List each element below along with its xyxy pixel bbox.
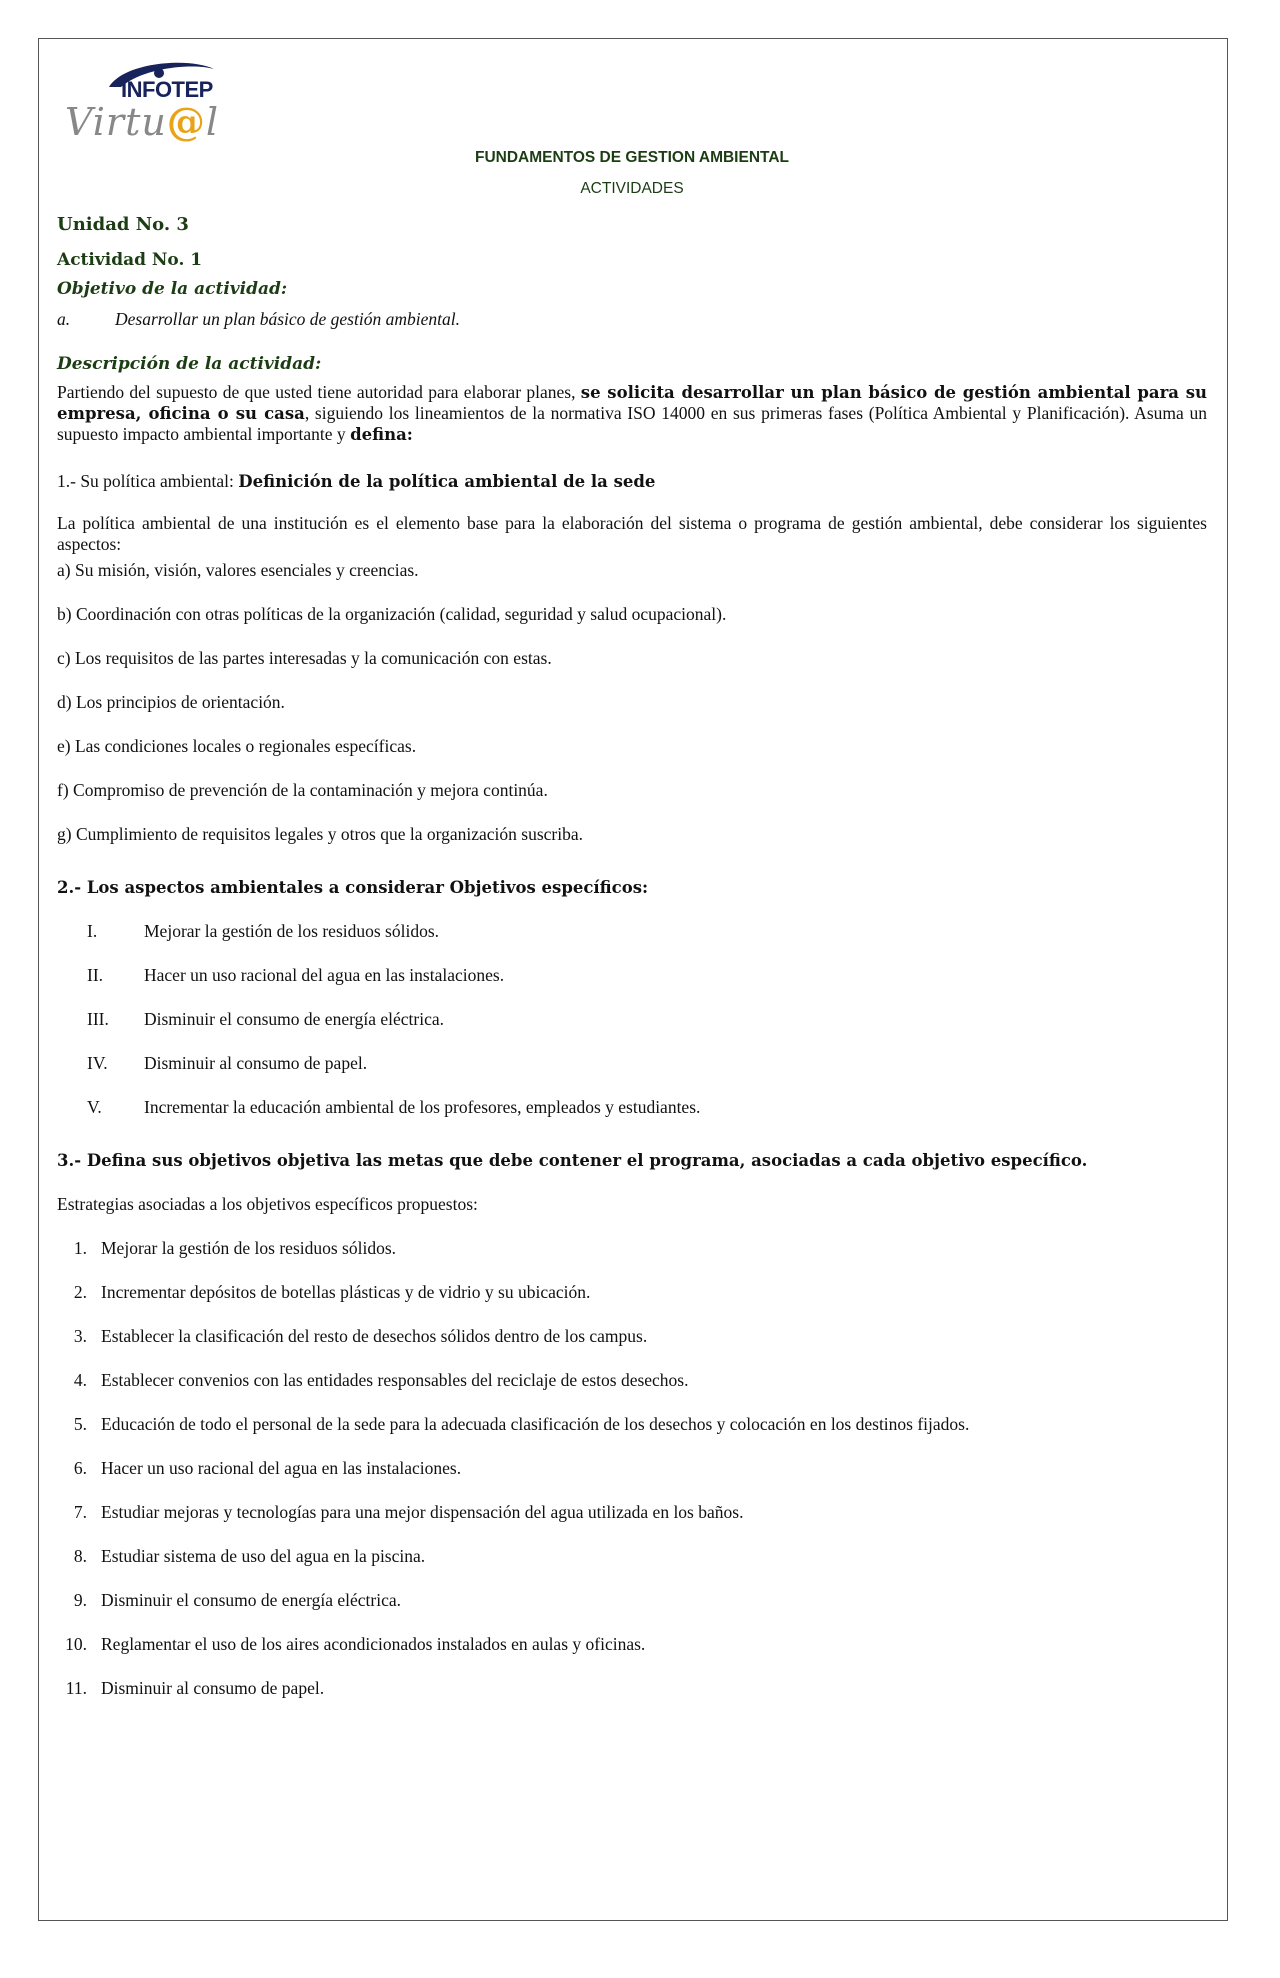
section3-intro: Estrategias asociadas a los objetivos específicos propuestos: <box>57 1194 478 1214</box>
descripcion-paragraph: Partiendo del supuesto de que usted tiene autoridad para elaborar planes, se solicita desarrollar un plan básico de gestión ambiental para su empresa, oficina o su casa, siguiendo los lineamientos de la normativa ISO 14000 en sus primeras fases (Política Ambiental y Planificación). Asuma un supuesto impacto ambiental importante y defina: <box>57 382 1207 444</box>
list-item: II. Hacer un uso racional del agua en las instalaciones. <box>87 965 505 985</box>
list-item: 9. Disminuir el consumo de energía eléctrica. <box>73 1590 401 1610</box>
objetivo-text: Desarrollar un plan básico de gestión ambiental. <box>115 309 460 329</box>
document-title: FUNDAMENTOS DE GESTION AMBIENTAL <box>474 149 790 166</box>
logo-top-text: INFOTEP <box>121 77 213 102</box>
list-item: f) Compromiso de prevención de la contaminación y mejora continúa. <box>57 780 548 800</box>
list-item: 8. Estudiar sistema de uso del agua en la piscina. <box>73 1546 426 1566</box>
actividad-heading: Actividad No. 1 <box>57 250 203 270</box>
section1-intro: La política ambiental de una institución es el elemento base para la elaboración del sistema o programa de gestión ambiental, debe considerar los siguientes aspectos: <box>57 513 1207 554</box>
objetivo-marker: a. <box>57 309 71 329</box>
list-item: c) Los requisitos de las partes interesadas y la comunicación con estas. <box>57 648 552 668</box>
list-item: b) Coordinación con otras políticas de la organización (calidad, seguridad y salud ocupacional). <box>57 604 727 624</box>
list-item: 10. Reglamentar el uso de los aires acondicionados instalados en aulas y oficinas. <box>65 1634 646 1654</box>
list-item: g) Cumplimiento de requisitos legales y otros que la organización suscriba. <box>57 824 584 844</box>
list-item: d) Los principios de orientación. <box>57 692 285 712</box>
unidad-heading: Unidad No. 3 <box>57 214 189 235</box>
section3-heading: 3.- Defina sus objetivos objetiva las metas que debe contener el programa, asociadas a cada objetivo específico. <box>57 1151 1088 1170</box>
objetivo-heading: Objetivo de la actividad: <box>57 279 288 299</box>
infotep-logo <box>59 57 229 157</box>
descripcion-heading: Descripción de la actividad: <box>57 354 322 374</box>
document-page <box>38 38 1228 1921</box>
list-item: a) Su misión, visión, valores esenciales y creencias. <box>57 560 419 580</box>
list-item: 6. Hacer un uso racional del agua en las instalaciones. <box>73 1458 462 1478</box>
list-item: 5. Educación de todo el personal de la sede para la adecuada clasificación de los desechos y colocación en los destinos fijados. <box>73 1414 970 1434</box>
document-subtitle: ACTIVIDADES <box>580 180 684 197</box>
list-item: e) Las condiciones locales o regionales específicas. <box>57 736 417 756</box>
section2-heading: 2.- Los aspectos ambientales a considerar Objetivos específicos: <box>57 878 649 897</box>
list-item: 4. Establecer convenios con las entidades responsables del reciclaje de estos desechos. <box>73 1370 689 1390</box>
list-item: 11. Disminuir al consumo de papel. <box>65 1678 325 1698</box>
list-item: I. Mejorar la gestión de los residuos sólidos. <box>87 921 440 941</box>
list-item: III. Disminuir el consumo de energía eléctrica. <box>87 1009 444 1029</box>
list-item: IV. Disminuir al consumo de papel. <box>87 1053 368 1073</box>
section1-heading: 1.- Su política ambiental: Definición de la política ambiental de la sede <box>57 471 656 491</box>
list-item: 7. Estudiar mejoras y tecnologías para una mejor dispensación del agua utilizada en los baños. <box>73 1502 744 1522</box>
logo-bottom-text: Virtu@l <box>65 99 219 144</box>
list-item: 1. Mejorar la gestión de los residuos sólidos. <box>73 1238 397 1258</box>
list-item: 2. Incrementar depósitos de botellas plásticas y de vidrio y su ubicación. <box>73 1282 591 1302</box>
list-item: V. Incrementar la educación ambiental de los profesores, empleados y estudiantes. <box>87 1097 701 1117</box>
list-item: 3. Establecer la clasificación del resto de desechos sólidos dentro de los campus. <box>73 1326 648 1346</box>
